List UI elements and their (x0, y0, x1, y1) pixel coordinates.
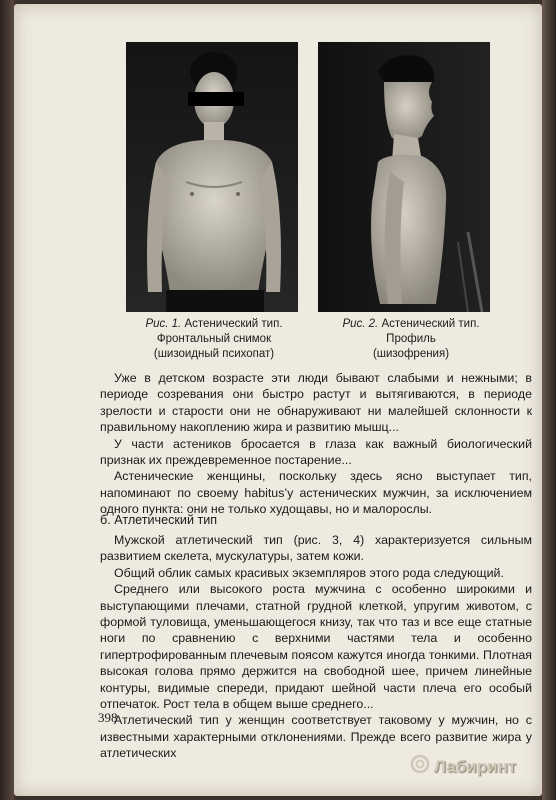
figure-1-title: Астенический тип. (184, 318, 283, 330)
figure-1-caption (119, 317, 309, 362)
body-text-athletic (100, 532, 532, 762)
figure-2-photo (318, 42, 490, 312)
paragraph: Среднего или высокого роста мужчина с особенно широкими и выступающими плечами, статной грудной клеткой, упругим животом, с формой туловища, уменьшающегося книзу, так что таз и все еще статные ноги по сравнению с верхними частями тела и особенно гипертрофированным плечевым поясом кажутся иногда тонкими. Плотная высокая голова прямо держится на свободной шее, причем линейные контуры, видимые спереди, придают шейной части плеча его особый отпечаток. Рост тела в общем выше среднего... (100, 582, 532, 712)
figure-1-line3: (шизоидный психопат) (153, 348, 275, 360)
figure-1-photo (126, 42, 298, 312)
figure-2-label: Рис. 2. (342, 318, 379, 330)
paragraph: У части астеников бросается в глаза как важный биологический признак их преждевременное постарение... (100, 436, 532, 468)
paragraph: Уже в детском возрасте эти люди бывают слабыми и нежными; в периоде созревания они быстро растут и вытягиваются, в периоде зрелости и старости они не обнаруживают ни малейшей склонности к правильному накоплению жира и развитию мышц... (100, 371, 532, 435)
paragraph: Мужской атлетический тип (рис. 3, 4) характеризуется сильным развитием скелета, мускулатуры, затем кожи. (100, 533, 532, 564)
figure-2-caption (316, 317, 506, 362)
watermark (410, 754, 516, 779)
watermark-text: Лабиринт (434, 756, 517, 776)
figure-2-line3: (шизофрения) (372, 348, 450, 360)
section-heading: б. Атлетический тип (100, 513, 218, 527)
book-edge-left (0, 0, 14, 800)
paragraph: Атлетический тип у женщин соответствует таковому у мужчин, но с известными характерными отклонениями. Прежде всего развитие жира у атлетических (100, 713, 532, 761)
book-edge-right (542, 0, 556, 800)
body-text-asthenic (100, 370, 532, 518)
figure-1-label: Рис. 1. (145, 318, 182, 330)
page-number: 398 (98, 710, 118, 725)
paragraph: Астенические женщины, поскольку здесь ясно выступает тип, напоминают по своему habitus’у астенических мужчин, за исключением одного пункта: они не только худощавы, но и малорослы. (100, 469, 532, 517)
figure-2-line2: Профиль (386, 333, 436, 345)
figure-1-line2: Фронтальный снимок (156, 333, 272, 345)
labyrinth-logo-icon (410, 754, 430, 779)
figure-2-title: Астенический тип. (381, 318, 480, 330)
paragraph: Общий облик самых красивых экземпляров этого рода следующий. (114, 565, 504, 580)
book-page (14, 4, 542, 796)
